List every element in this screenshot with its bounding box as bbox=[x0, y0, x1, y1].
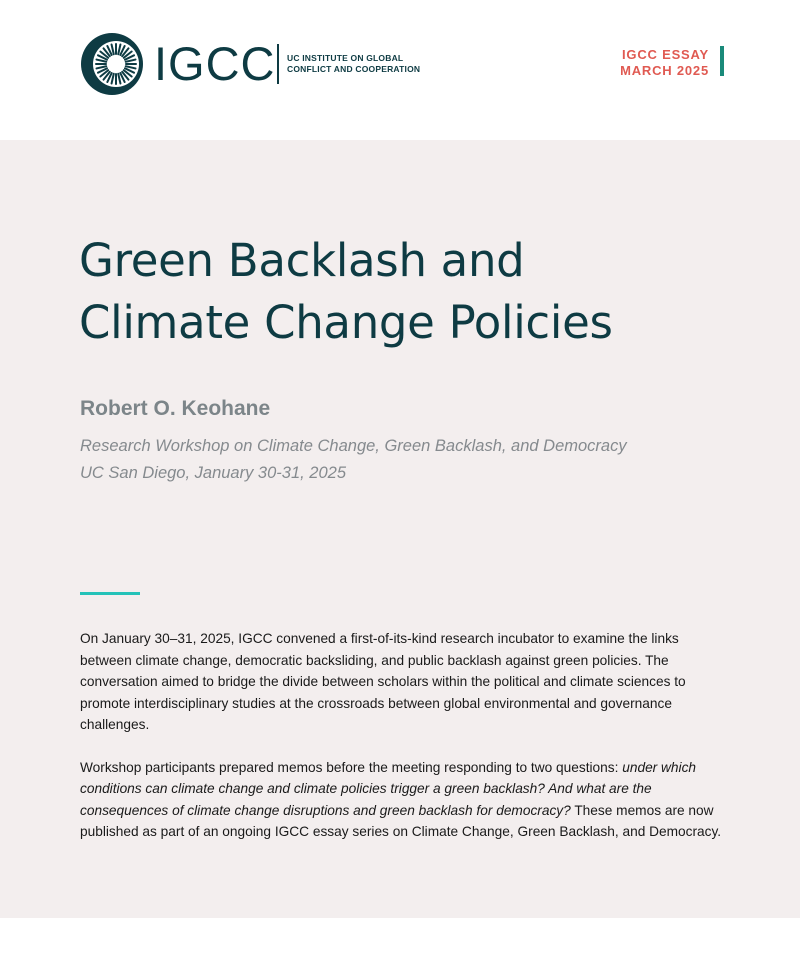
author-name: Robert O. Keohane bbox=[80, 397, 271, 420]
essay-tag bbox=[620, 47, 709, 79]
event-info bbox=[80, 433, 627, 487]
event-date: UC San Diego, January 30-31, 2025 bbox=[80, 464, 346, 482]
page-title bbox=[79, 230, 613, 354]
logo-subtitle-line1: UC INSTITUTE ON GLOBAL bbox=[287, 53, 404, 63]
title-line2: Climate Change Policies bbox=[79, 296, 613, 349]
event-title: Research Workshop on Climate Change, Green Backlash, and Democracy bbox=[80, 437, 627, 455]
intro-paragraph: On January 30–31, 2025, IGCC convened a first-of-its-kind research incubator to examine the links between climate change, democratic backsliding, and public backlash against green policies. The conversation aimed to bridge the divide between scholars within the political and climate sciences to promote interdisciplinary studies at the crossroads between global environmental and governance challenges. bbox=[80, 631, 686, 732]
page-footer bbox=[0, 918, 800, 960]
workshop-paragraph bbox=[80, 757, 730, 843]
essay-label: IGCC ESSAY bbox=[622, 47, 709, 62]
workshop-questions: under which conditions can climate change and climate policies trigger a green backlash? And what are the consequences of climate change disruptions and green backlash for democracy? bbox=[80, 759, 697, 818]
essay-date: MARCH 2025 bbox=[620, 63, 709, 78]
workshop-paragraph-start: Workshop participants prepared memos before the meeting responding to two questions: bbox=[80, 759, 623, 775]
logo-subtitle bbox=[287, 53, 420, 75]
essay-accent-bar bbox=[720, 46, 724, 76]
logo-wordmark: IGCC bbox=[154, 37, 276, 90]
logo-divider bbox=[277, 44, 279, 84]
section-rule bbox=[80, 592, 140, 595]
logo-subtitle-line2: CONFLICT AND COOPERATION bbox=[287, 64, 421, 74]
title-line1: Green Backlash and bbox=[79, 234, 525, 287]
page-header bbox=[0, 0, 800, 140]
workshop-paragraph-end: These memos are now published as part of an ongoing IGCC essay series on Climate Change, Green Backlash, and Democracy. bbox=[80, 802, 722, 839]
body-text bbox=[80, 628, 730, 864]
igcc-logo-icon bbox=[78, 30, 146, 98]
